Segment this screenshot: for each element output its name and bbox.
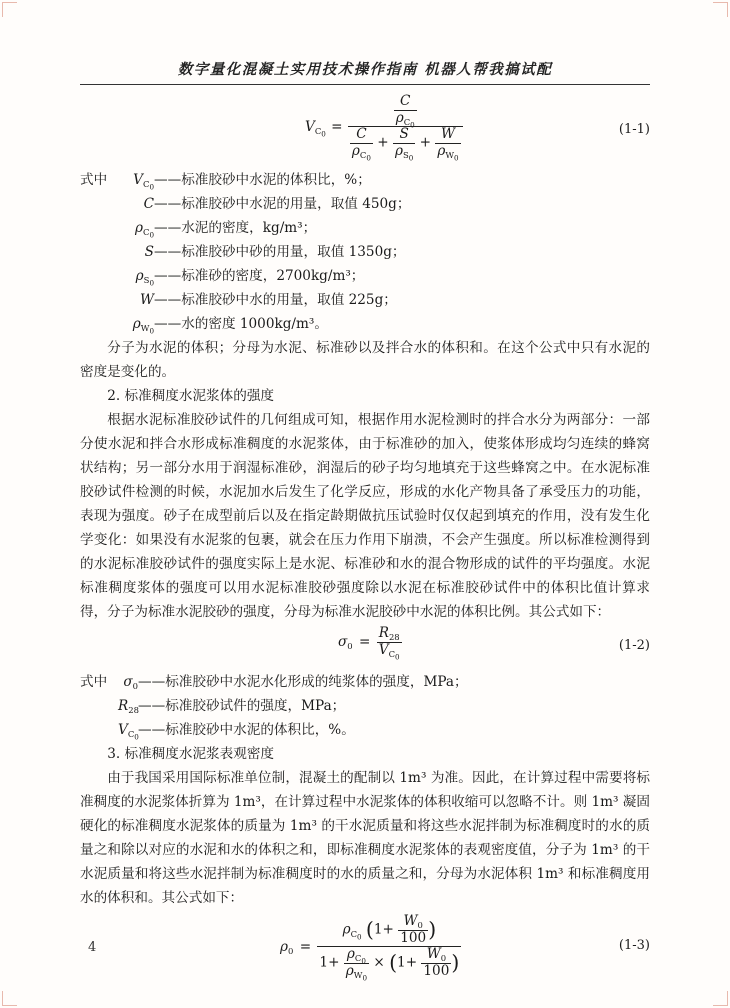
crop-mark-top-left bbox=[2, 2, 17, 17]
equation-1-3: $\rho_0$ = $\rho_{C_0}$ (1+ $\frac{W_0}{100}$ ) 1+ $\frac{\rho_{C_0}}{\rho_{W_0}}$ × (1+ $\frac{W_0}{100}$ ) (1-3) bbox=[280, 913, 650, 983]
page-number: 4 bbox=[88, 940, 97, 955]
definition-row: S——标准胶砂中砂的用量，取值 1350g； bbox=[144, 244, 406, 260]
heading-section-2: 2. 标准稠度水泥浆体的强度 bbox=[107, 388, 275, 404]
definitions-2 bbox=[80, 670, 650, 742]
paragraph-3: 由于我国采用国际标准单位制，混凝土的配制以 1m³ 为准。因此，在计算过程中需要将标准稠度的水泥浆体折算为 1m³，在计算过程中水泥浆体的体积收缩可以忽略不计。则 1m³ 凝固硬化的标准稠度水泥浆体的质量为 1m³ 的干水泥质量和将这些水泥拌制为标准稠度时的水的质量之和除以对应的水泥和水的体积之和，即标准稠度水泥浆体的表观密度值，分子为 1m³ 的干水泥质量和将这些水泥拌制为标准稠度时的水的质量之和，分母为水泥体积 1m³ 和标准稠度用水的体积和。其公式如下： bbox=[80, 770, 650, 906]
paragraph-2: 根据水泥标准胶砂试件的几何组成可知，根据作用水泥检测时的拌合水分为两部分：一部分使水泥和拌合水形成标准稠度的水泥浆体，由于标准砂的加入，使浆体形成均匀连续的蜂窝状结构；另一部分水用于润湿标准砂，润湿后的砂子均匀地填充于这些蜂窝之中。在水泥标准胶砂试件检测的时候，水泥加水后发生了化学反应，形成的水化产物具备了承受压力的功能，表现为强度。砂子在成型前后以及在指定龄期做抗压试验时仅仅起到填充的作用，没有发生化学变化：如果没有水泥浆的包裹，就会在压力作用下崩溃，不会产生强度。所以标准检测得到的水泥标准胶砂试件的强度实际上是水泥、标准砂和水的混合物形成的试件的平均强度。水泥标准稠度浆体的强度可以用水泥标准胶砂强度除以水泥在标准胶砂试件中的体积比值计算求得，分子为标准水泥胶砂的强度，分母为标准水泥胶砂中水泥的体积比例。其公式如下： bbox=[80, 412, 650, 620]
definition-row: C——标准胶砂中水泥的用量，取值 450g； bbox=[143, 196, 411, 212]
running-header: 数字量化混凝土实用技术操作指南 机器人帮我搞试配 bbox=[177, 61, 553, 78]
crop-mark-bottom-left bbox=[2, 991, 17, 1006]
equation-1-2: $\sigma_0$ = $\frac{R_{28}}{V_{C_0}}$ (1-2) bbox=[338, 625, 650, 662]
page-content bbox=[80, 90, 650, 983]
eq3-main-fraction: $\rho_{C_0}$ (1+ $\frac{W_0}{100}$ ) 1+ $\frac{\rho_{C_0}}{\rho_{W_0}}$ × (1+ $\frac{W_0}{100}$ ) bbox=[319, 913, 460, 983]
definitions-1 bbox=[80, 168, 650, 336]
eq1-lhs-symbol: V bbox=[305, 118, 315, 135]
eq3-water-ratio-bottom: $\frac{W_0}{100}$ bbox=[423, 946, 450, 979]
eq1-cement-term: $\frac{C}{\rho_{C_0}}$ bbox=[351, 126, 371, 163]
definition-row: 式中 $V_{C_0}——$标准胶砂中水泥的体积比，%； bbox=[80, 172, 371, 192]
eq1-sand-term: $\frac{S}{\rho_{S_0}}$ bbox=[394, 126, 414, 163]
eq1-water-term: $\frac{W}{\rho_{W_0}}$ bbox=[437, 126, 459, 163]
eq1-main-fraction: $\frac{C}{\rho_{C_0}}$ $\frac{C}{\rho_{C_0}}$ + $\frac{S}{\rho_{S_0}}$ + $\frac{W}{\rho_{W_0}}$ bbox=[348, 94, 463, 160]
definition-row: $\rho_{W_0}——$水的密度 1000kg/m³。 bbox=[132, 316, 328, 336]
eq1-numerator-fraction: $\frac{C}{\rho_{C_0}}$ bbox=[395, 93, 415, 130]
eq2-fraction: $\frac{R_{28}}{V_{C_0}}$ bbox=[378, 625, 400, 662]
definition-row: W——标准胶砂中水的用量，取值 225g； bbox=[140, 292, 397, 308]
definition-row: $\rho_{C_0}——$水泥的密度，kg/m³； bbox=[134, 220, 317, 240]
eq2-lhs-symbol: σ bbox=[338, 634, 348, 651]
equation-number-1-1: (1-1) bbox=[618, 122, 650, 137]
header-rule bbox=[80, 84, 650, 85]
definition-row: 式中 $\sigma_0——$标准胶砂中水泥水化形成的纯浆体的强度，MPa； bbox=[80, 674, 468, 691]
equation-number-1-3: (1-3) bbox=[618, 938, 650, 953]
definition-row: $R_{28}——$标准胶砂试件的强度，MPa； bbox=[118, 698, 346, 715]
paragraph-1: 分子为水泥的体积；分母为水泥、标准砂以及拌合水的体积和。在这个公式中只有水泥的密度是变化的。 bbox=[80, 340, 650, 380]
heading-section-3: 3. 标准稠度水泥浆表观密度 bbox=[107, 746, 275, 762]
definition-row: $V_{C_0}——$标准胶砂中水泥的体积比，%。 bbox=[118, 722, 355, 742]
equation-number-1-2: (1-2) bbox=[618, 638, 650, 653]
eq3-density-ratio: $\frac{\rho_{C_0}}{\rho_{W_0}}$ bbox=[345, 946, 368, 983]
crop-mark-bottom-right bbox=[713, 991, 728, 1006]
eq3-water-ratio-top: $\frac{W_0}{100}$ bbox=[400, 913, 427, 946]
equation-1-1: $V_{C_0}$ = $\frac{C}{\rho_{C_0}}$ $\frac{C}{\rho_{C_0}}$ + $\frac{S}{\rho_{S_0}}$ + $\frac{W}{\rho_{W_0}}$ (1-1) bbox=[305, 93, 650, 163]
eq3-lhs-symbol: ρ bbox=[280, 938, 288, 955]
definition-row: $\rho_{S_0}——$标准砂的密度，2700kg/m³； bbox=[135, 268, 365, 288]
crop-mark-top-right bbox=[713, 2, 728, 17]
